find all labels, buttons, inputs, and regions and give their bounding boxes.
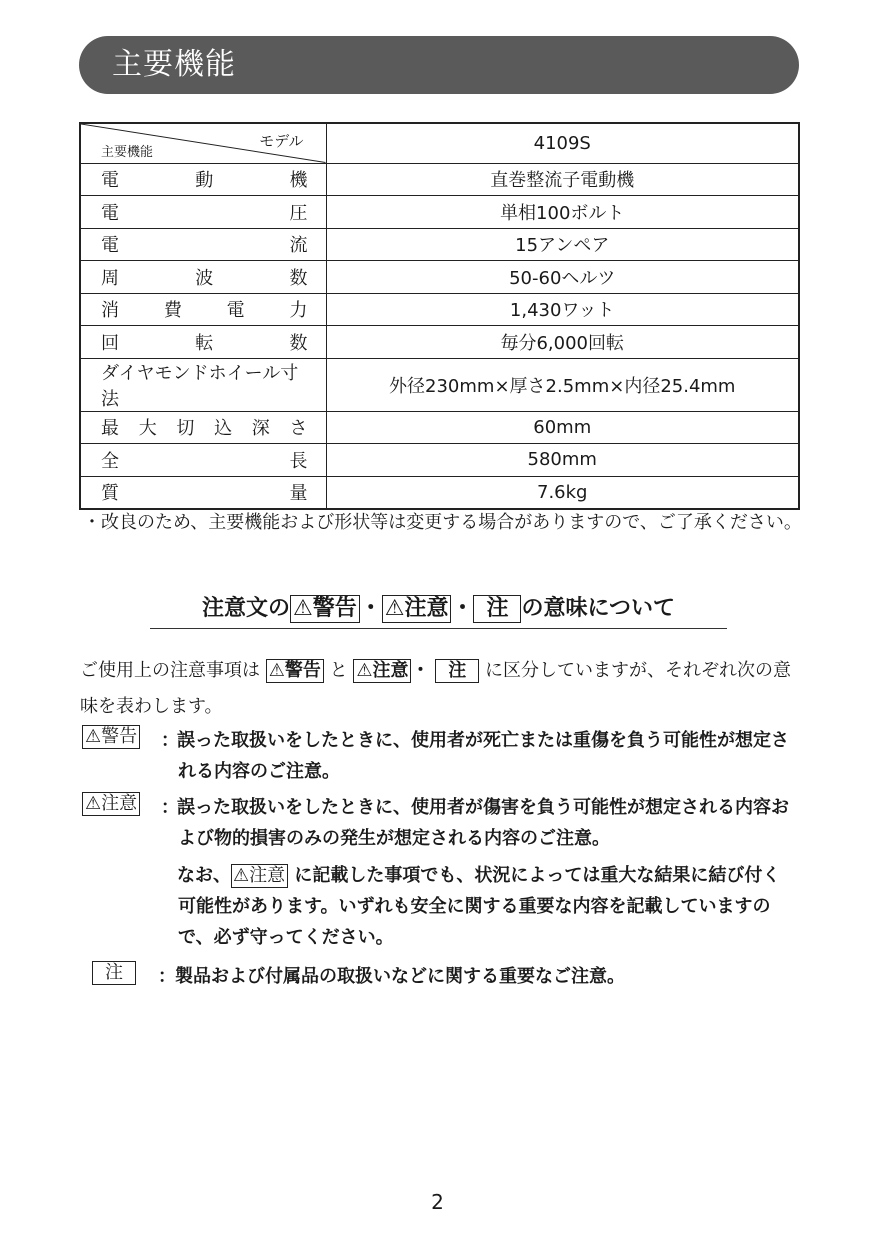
page-title: 主要機能 — [79, 36, 799, 94]
spec-table — [79, 122, 800, 510]
spec-label — [80, 411, 326, 444]
intro-separator: ・ — [411, 660, 430, 681]
intro-text: ご使用上の注意事項は — [80, 660, 260, 681]
note-description: 製品および付属品の取扱いなどに関する重要なご注意。 — [175, 966, 625, 987]
spec-label-char: 電 — [101, 235, 119, 257]
spec-label-char: ダイヤモンドホイール寸法 — [101, 362, 299, 410]
intro-paragraph — [80, 653, 792, 725]
warning-label: ⚠警告 — [266, 659, 324, 683]
note-label: 注 — [435, 659, 479, 683]
spec-label-char: 費 — [163, 300, 182, 322]
spec-label-char: 長 — [289, 450, 308, 472]
table-row — [80, 293, 799, 326]
caution-label: ⚠注意 — [353, 659, 411, 683]
model-header-label: モデル — [259, 132, 304, 150]
spec-label-char: 電 — [226, 300, 245, 322]
table-row — [80, 196, 799, 229]
spec-label — [80, 293, 326, 326]
spec-label-char: 転 — [195, 332, 214, 354]
table-row — [80, 228, 799, 261]
spec-label-char: 込 — [214, 418, 233, 440]
definition-colon: ： — [158, 966, 176, 987]
definition-colon: ： — [161, 797, 179, 818]
spec-value: 外径230mm×厚さ2.5mm×内径25.4mm — [326, 358, 799, 411]
caution-extra-note — [178, 860, 790, 953]
heading-suffix: の意味について — [521, 596, 676, 621]
spec-label-char: 機 — [289, 170, 308, 192]
spec-value: 1,430ワット — [326, 293, 799, 326]
improvement-note: ・改良のため、主要機能および形状等は変更する場合がありますので、ご了承ください。 — [83, 512, 802, 533]
table-row — [80, 411, 799, 444]
spec-label — [80, 476, 326, 509]
caution-label: ⚠注意 — [231, 864, 288, 888]
spec-label-char: 大 — [138, 418, 157, 440]
spec-label-char: 力 — [289, 300, 308, 322]
note-label: 注 — [473, 595, 521, 623]
spec-value: 単相100ボルト — [326, 196, 799, 229]
caution-label: ⚠注意 — [382, 595, 452, 623]
warning-definition — [82, 725, 792, 787]
spec-label-char: 量 — [289, 483, 308, 505]
spec-label-char: 波 — [195, 267, 214, 289]
diagonal-header-cell — [80, 123, 326, 163]
spec-label-char: 消 — [101, 300, 119, 322]
function-header-label: 主要機能 — [101, 144, 154, 160]
heading-prefix: 注意文の — [201, 596, 290, 621]
spec-label-char: 数 — [289, 332, 308, 354]
note-label: 注 — [92, 961, 136, 985]
spec-value: 50-60ヘルツ — [326, 261, 799, 294]
spec-value: 60mm — [326, 411, 799, 444]
table-header-row — [80, 123, 799, 163]
intro-text: と — [329, 660, 348, 681]
caution-description: 誤った取扱いをしたときに、使用者が傷害を負う可能性が想定される内容および物的損害のみの発生が想定される内容のご注意。 — [177, 797, 789, 849]
spec-label-char: 周 — [101, 267, 119, 289]
spec-label-char: 圧 — [289, 202, 308, 224]
table-row — [80, 163, 799, 196]
table-row — [80, 444, 799, 477]
spec-label-char: 深 — [251, 418, 270, 440]
table-row — [80, 326, 799, 359]
spec-label-char: 流 — [289, 235, 308, 257]
spec-label — [80, 358, 326, 411]
table-row — [80, 476, 799, 509]
spec-label-char: 数 — [289, 267, 308, 289]
spec-value: 580mm — [326, 444, 799, 477]
spec-label — [80, 261, 326, 294]
spec-label — [80, 228, 326, 261]
table-row — [80, 261, 799, 294]
spec-label-char: 動 — [195, 170, 214, 192]
caution-definition — [82, 792, 792, 962]
page-number: 2 — [431, 1190, 444, 1214]
table-row — [80, 358, 799, 411]
caution-extra-prefix: なお、 — [177, 865, 231, 886]
spec-label — [80, 444, 326, 477]
spec-label-char: 電 — [101, 170, 119, 192]
spec-label-char: 切 — [176, 418, 195, 440]
spec-label — [80, 326, 326, 359]
spec-value: 7.6kg — [326, 476, 799, 509]
heading-separator: ・ — [451, 596, 474, 621]
definition-colon: ： — [161, 730, 179, 751]
section-heading — [150, 592, 727, 629]
note-definition — [92, 961, 792, 995]
spec-label — [80, 196, 326, 229]
caution-extra-text: に記載した事項でも、状況によっては重大な結果に結び付く可能性があります。いずれも安全に関する重要な内容を記載していますので、必ず守ってください。 — [178, 865, 781, 948]
spec-value: 15アンペア — [326, 228, 799, 261]
spec-label — [80, 163, 326, 196]
spec-label-char: 回 — [101, 332, 119, 354]
spec-label-char: 全 — [101, 450, 119, 472]
warning-description: 誤った取扱いをしたときに、使用者が死亡または重傷を負う可能性が想定される内容のご注意。 — [177, 730, 789, 782]
spec-label-char: 最 — [101, 418, 119, 440]
spec-label-char: 電 — [101, 202, 119, 224]
spec-label-char: さ — [289, 418, 308, 440]
caution-label: ⚠注意 — [82, 792, 140, 816]
heading-separator: ・ — [359, 596, 382, 621]
spec-value: 直巻整流子電動機 — [326, 163, 799, 196]
warning-label: ⚠警告 — [82, 725, 140, 749]
model-value: 4109S — [326, 123, 799, 163]
intro-text: に区分していますが、それぞれ次の意味を表わします。 — [80, 660, 791, 717]
spec-value: 毎分6,000回転 — [326, 326, 799, 359]
warning-label: ⚠警告 — [290, 595, 360, 623]
spec-label-char: 質 — [101, 483, 119, 505]
